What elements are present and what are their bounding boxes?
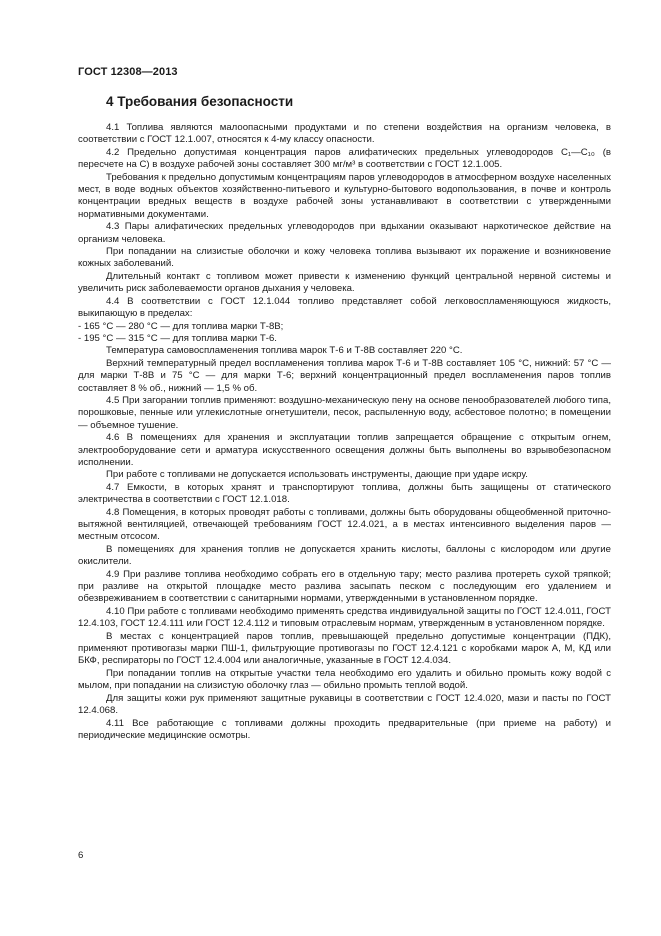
paragraph: Для защиты кожи рук применяют защитные рукавицы в соответствии с ГОСТ 12.4.020, мази и пасты по ГОСТ 12.4.068. xyxy=(78,692,611,717)
paragraph: При попадании топлив на открытые участки тела необходимо его удалить и обильно промыть кожу водой с мылом, при попадании на слизистую оболочку глаз — обильно промыть теплой водой. xyxy=(78,667,611,692)
paragraph-4-3: 4.3 Пары алифатических предельных углеводородов при вдыхании оказывают наркотическое действие на организм человека. xyxy=(78,221,611,245)
paragraph-4-4: 4.4 В соответствии с ГОСТ 12.1.044 топливо представляет собой легковоспламеняющуюся жидкость, выкипающую в пределах: xyxy=(78,295,611,320)
paragraph-4-10: 4.10 При работе с топливами необходимо применять средства индивидуальной защиты по ГОСТ 12.4.011, ГОСТ 12.4.103, ГОСТ 12.4.111 или ГОСТ 12.4.112 и типовым отраслевым нормам, утвержденным в установленном порядке. xyxy=(78,605,611,630)
paragraph: При попадании на слизистые оболочки и кожу человека топлива вызывают их поражение и возникновение кожных заболеваний. xyxy=(78,246,611,270)
paragraph: Длительный контакт с топливом может привести к изменению функций центральной нервной системы и увеличить риск заболеваемости органов дыхания у человека. xyxy=(78,270,611,295)
section-title: 4 Требования безопасности xyxy=(106,94,294,109)
paragraph-4-1: 4.1 Топлива являются малоопасными продуктами и по степени воздействия на организм человека, в соответствии с ГОСТ 12.1.007, относятся к 4-му классу опасности. xyxy=(78,122,611,146)
body-text xyxy=(78,122,611,742)
list-item: - 195 °С — 315 °С — для топлива марки Т-6. xyxy=(78,332,277,344)
document-code: ГОСТ 12308—2013 xyxy=(78,66,178,78)
paragraph: Температура самовоспламенения топлива марок Т-6 и Т-8В составляет 220 °С. xyxy=(106,345,463,357)
list-item: - 165 °С — 280 °С — для топлива марки Т-8В; xyxy=(78,320,284,332)
paragraph-4-5: 4.5 При загорании топлив применяют: воздушно-механическую пену на основе пенообразователей любого типа, порошковые, пенные или углекислотные огнетушители, песок, распыленную воду, асбестовое полотно; в помещении — объемное тушение. xyxy=(78,394,611,431)
paragraph-4-2: 4.2 Предельно допустимая концентрация паров алифатических предельных углеводородов C₁—C₁₀ (в пересчете на С) в воздухе рабочей зоны составляет 300 мг/м³ в соответствии с ГОСТ 12.1.005. xyxy=(78,146,611,171)
paragraph: В местах с концентрацией паров топлив, превышающей предельно допустимые концентрации (ПДК), применяют противогазы марки ПШ-1, фильтрующие противогазы по ГОСТ 12.4.121 с коробками марок А, М, КД или БКФ, респираторы по ГОСТ 12.4.004 или аналогичные, указанные в ГОСТ 12.4.034. xyxy=(78,630,611,667)
paragraph-4-9: 4.9 При разливе топлива необходимо собрать его в отдельную тару; место разлива протереть сухой тряпкой; при разливе на открытой площадке место разлива засыпать песком с последующим его удалением и обезвреживанием в соответствии с санитарными нормами, утвержденными в установленном порядке. xyxy=(78,568,611,605)
paragraph-4-11: 4.11 Все работающие с топливами должны проходить предварительные (при приеме на работу) и периодические медицинские осмотры. xyxy=(78,717,611,741)
paragraph: Верхний температурный предел воспламенения топлива марок Т-6 и Т-8В составляет 105 °С, нижний: 57 °С — для марки Т-8В и 75 °С — для марки Т-6; верхний концентрационный предел воспламенения паров топлив составляет 8 % об., нижний — 1,5 % об. xyxy=(78,357,611,394)
paragraph: Требования к предельно допустимым концентрациям паров углеводородов в атмосферном воздухе населенных мест, в воде водных объектов хозяйственно-питьевого и культурно-бытового водопользования, в почве и контроль концентрации вредных веществ в воздухе рабочей зоны устанавливают в соответствии с утвержденными нормативными документами. xyxy=(78,171,611,220)
page-number: 6 xyxy=(78,850,84,861)
paragraph-4-7: 4.7 Емкости, в которых хранят и транспортируют топлива, должны быть защищены от статического электричества в соответствии с ГОСТ 12.1.018. xyxy=(78,481,611,506)
paragraph-4-8: 4.8 Помещения, в которых проводят работы с топливами, должны быть оборудованы общеобменной приточно-вытяжной вентиляцией, отвечающей требованиям ГОСТ 12.4.021, а в местах интенсивного выделения паров — местным отсосом. xyxy=(78,506,611,543)
paragraph-4-6: 4.6 В помещениях для хранения и эксплуатации топлив запрещается обращение с открытым огнем, электрооборудование сети и арматура искусственного освещения должны быть выполнены во взрывобезопасном исполнении. xyxy=(78,432,611,468)
paragraph: При работе с топливами не допускается использовать инструменты, дающие при ударе искру. xyxy=(106,469,528,481)
paragraph: В помещениях для хранения топлив не допускается хранить кислоты, баллоны с кислородом или другие окислители. xyxy=(78,543,611,568)
